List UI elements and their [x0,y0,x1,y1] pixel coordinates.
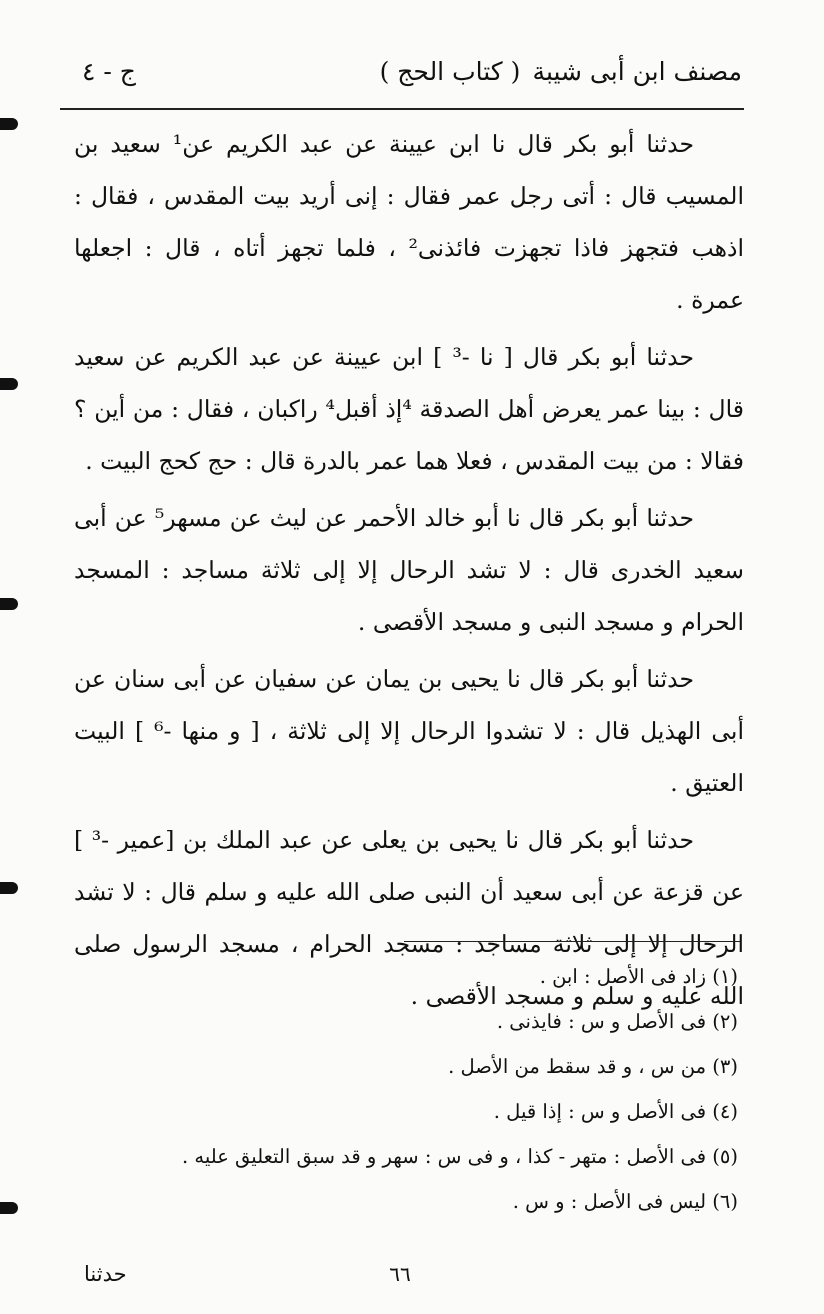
footnote-5: (٥) فى الأصل : متهر - كذا ، و فى س : سهر و قد سبق التعليق عليه . [182,1145,738,1168]
binding-mark [0,1202,18,1214]
binding-mark [0,882,18,894]
main-text [74,118,744,1022]
footnote-2: (٢) فى الأصل و س : فايذنى . [496,1010,738,1033]
header-rule [60,108,744,110]
hadith-paragraph-2: حدثنا أبو بكر قال [ نا -³ ] ابن عيينة عن عبد الكريم عن سعيد قال : بينا عمر يعرض أهل الصدقة ⁴إذ أقبل⁴ راكبان ، فقال : من أين ؟ فقالا : من بيت المقدس ، فعلا هما عمر بالدرة قال : حج كحج البيت . [74,343,744,475]
footnote-4: (٤) فى الأصل و س : إذا قيل . [493,1100,738,1123]
binding-mark [0,118,18,130]
hadith-paragraph-4: حدثنا أبو بكر قال نا يحيى بن يمان عن سفيان عن أبى سنان عن أبى الهذيل قال : لا تشدوا الرحال إلا إلى ثلاثة ، [ و منها -⁶ ] البيت العتيق . [74,665,744,797]
hadith-paragraph-5: حدثنا أبو بكر قال نا يحيى بن يعلى عن عبد الملك بن [عمير -³ ] عن قزعة عن أبى سعيد أن النبى صلى الله عليه و سلم قال : لا تشد الرحال إلا إلى ثلاثة مساجد : مسجد الحرام ، مسجد الرسول صلى الله عليه و سلم و مسجد الأقصى . [74,826,744,1010]
catchword: حدثنا [84,1262,127,1286]
running-header [70,52,742,92]
page-number: ٦٦ [389,1262,411,1286]
footnote-6: (٦) ليس فى الأصل : و س . [512,1190,738,1213]
footnote-1: (١) زاد فى الأصل : ابن . [539,965,738,988]
hadith-paragraph-1: حدثنا أبو بكر قال نا ابن عيينة عن عبد الكريم عن¹ سعيد بن المسيب قال : أتى رجل عمر فقال : إنى أريد بيت المقدس ، فقال : اذهب فتجهز فاذا تجهزت فائذنى² ، فلما تجهز أتاه ، قال : اجعلها عمرة . [74,130,744,314]
footnote-3: (٣) من س ، و قد سقط من الأصل . [448,1055,738,1078]
book-title: مصنف ابن أبى شيبة [532,57,742,86]
binding-mark [0,378,18,390]
footnote-rule [404,941,740,942]
section-title: ( كتاب الحج ) [379,57,521,86]
footnotes [138,954,738,1224]
binding-mark [0,598,18,610]
hadith-paragraph-3: حدثنا أبو بكر قال نا أبو خالد الأحمر عن ليث عن مسهر⁵ عن أبى سعيد الخدرى قال : لا تشد الرحال إلا إلى ثلاثة مساجد : المسجد الحرام و مسجد النبى و مسجد الأقصى . [74,504,744,636]
volume-label: ج - ٤ [82,57,136,86]
